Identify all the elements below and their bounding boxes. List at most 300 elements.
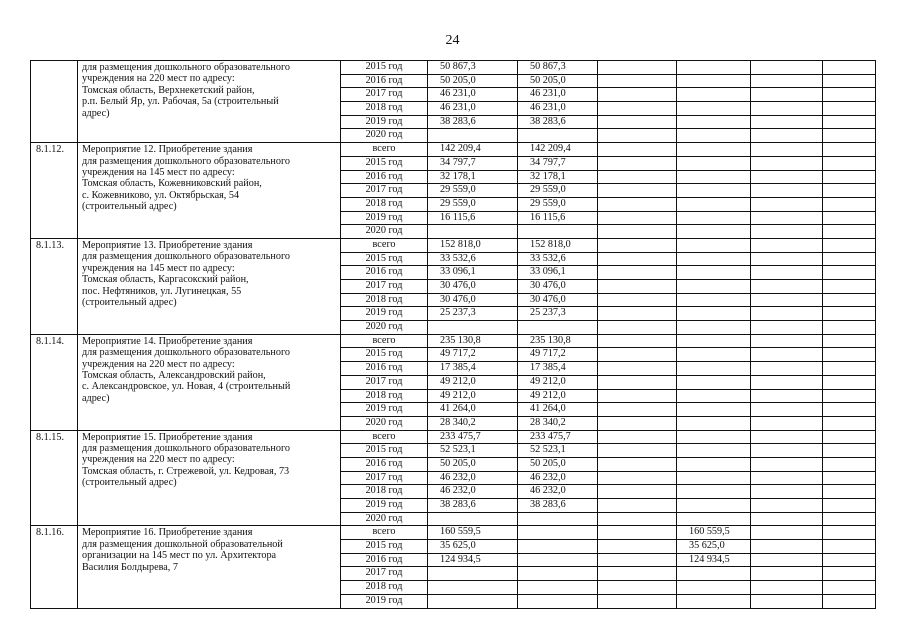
- empty-cell: [823, 197, 876, 211]
- alt-source-amount-cell: 124 934,5: [677, 553, 751, 567]
- empty-cell: [823, 88, 876, 102]
- alt-source-amount-cell: 160 559,5: [677, 526, 751, 540]
- total-amount-cell: 41 264,0: [428, 403, 518, 417]
- total-amount-cell: 152 818,0: [428, 238, 518, 252]
- empty-cell: [598, 457, 677, 471]
- total-amount-cell: [428, 567, 518, 581]
- description-line: Мероприятие 12. Приобретение здания: [82, 144, 253, 156]
- alt-source-amount-cell: [677, 567, 751, 581]
- empty-cell: [751, 102, 823, 116]
- empty-cell: [751, 321, 823, 335]
- description-line: Мероприятие 14. Приобретение здания: [82, 335, 253, 347]
- empty-cell: [598, 102, 677, 116]
- alt-source-amount-cell: [677, 403, 751, 417]
- description-line: (строительный адрес): [82, 201, 177, 213]
- empty-cell: [751, 143, 823, 157]
- total-amount-cell: 50 205,0: [428, 74, 518, 88]
- total-amount-cell: 38 283,6: [428, 499, 518, 513]
- empty-cell: [751, 238, 823, 252]
- empty-cell: [598, 375, 677, 389]
- empty-cell: [598, 581, 677, 595]
- period-cell: 2019 год: [341, 115, 428, 129]
- empty-cell: [751, 567, 823, 581]
- empty-cell: [598, 156, 677, 170]
- description-line: учреждения на 220 мест по адресу:: [82, 73, 235, 85]
- empty-cell: [751, 307, 823, 321]
- table-row: [31, 430, 876, 444]
- period-cell: всего: [341, 430, 428, 444]
- total-amount-cell: 142 209,4: [428, 143, 518, 157]
- source-amount-cell: 25 237,3: [518, 307, 598, 321]
- empty-cell: [751, 416, 823, 430]
- source-amount-cell: 41 264,0: [518, 403, 598, 417]
- empty-cell: [751, 540, 823, 554]
- empty-cell: [823, 471, 876, 485]
- source-amount-cell: 30 476,0: [518, 280, 598, 294]
- empty-cell: [598, 143, 677, 157]
- source-amount-cell: 34 797,7: [518, 156, 598, 170]
- empty-cell: [823, 375, 876, 389]
- empty-cell: [598, 512, 677, 526]
- empty-cell: [598, 88, 677, 102]
- source-amount-cell: [518, 553, 598, 567]
- description-line: Томская область, Каргасокский район,: [82, 274, 249, 286]
- empty-cell: [823, 102, 876, 116]
- alt-source-amount-cell: [677, 184, 751, 198]
- period-cell: 2017 год: [341, 471, 428, 485]
- empty-cell: [823, 485, 876, 499]
- description-line: Мероприятие 16. Приобретение здания: [82, 527, 253, 539]
- period-cell: всего: [341, 238, 428, 252]
- page-number: 24: [445, 33, 460, 48]
- table-row: [31, 143, 876, 157]
- total-amount-cell: 46 231,0: [428, 88, 518, 102]
- source-amount-cell: 17 385,4: [518, 362, 598, 376]
- empty-cell: [823, 280, 876, 294]
- alt-source-amount-cell: [677, 293, 751, 307]
- period-cell: 2015 год: [341, 61, 428, 75]
- total-amount-cell: [428, 129, 518, 143]
- period-cell: всего: [341, 526, 428, 540]
- measure-description: [78, 430, 341, 526]
- empty-cell: [751, 403, 823, 417]
- period-cell: 2015 год: [341, 252, 428, 266]
- total-amount-cell: 233 475,7: [428, 430, 518, 444]
- alt-source-amount-cell: [677, 238, 751, 252]
- empty-cell: [751, 430, 823, 444]
- period-cell: 2015 год: [341, 156, 428, 170]
- alt-source-amount-cell: [677, 362, 751, 376]
- empty-cell: [598, 129, 677, 143]
- empty-cell: [823, 348, 876, 362]
- alt-source-amount-cell: [677, 170, 751, 184]
- total-amount-cell: 29 559,0: [428, 184, 518, 198]
- empty-cell: [823, 266, 876, 280]
- total-amount-cell: 46 232,0: [428, 485, 518, 499]
- alt-source-amount-cell: [677, 389, 751, 403]
- source-amount-cell: 32 178,1: [518, 170, 598, 184]
- budget-table: [30, 60, 876, 609]
- empty-cell: [751, 252, 823, 266]
- empty-cell: [751, 362, 823, 376]
- total-amount-cell: 52 523,1: [428, 444, 518, 458]
- total-amount-cell: 38 283,6: [428, 115, 518, 129]
- source-amount-cell: 38 283,6: [518, 115, 598, 129]
- period-cell: 2017 год: [341, 184, 428, 198]
- period-cell: 2015 год: [341, 348, 428, 362]
- empty-cell: [751, 485, 823, 499]
- empty-cell: [823, 293, 876, 307]
- total-amount-cell: 25 237,3: [428, 307, 518, 321]
- empty-cell: [598, 252, 677, 266]
- empty-cell: [823, 499, 876, 513]
- alt-source-amount-cell: [677, 266, 751, 280]
- period-cell: 2020 год: [341, 416, 428, 430]
- empty-cell: [823, 184, 876, 198]
- description-line: учреждения на 145 мест по адресу:: [82, 166, 235, 178]
- alt-source-amount-cell: [677, 156, 751, 170]
- description-line: адрес): [82, 392, 110, 404]
- total-amount-cell: [428, 512, 518, 526]
- empty-cell: [751, 293, 823, 307]
- period-cell: 2017 год: [341, 375, 428, 389]
- period-cell: всего: [341, 334, 428, 348]
- alt-source-amount-cell: [677, 225, 751, 239]
- period-cell: 2018 год: [341, 197, 428, 211]
- description-line: Василия Болдырева, 7: [82, 561, 178, 573]
- period-cell: 2017 год: [341, 88, 428, 102]
- empty-cell: [823, 252, 876, 266]
- description-line: р.п. Белый Яр, ул. Рабочая, 5а (строительный: [82, 96, 279, 108]
- total-amount-cell: 50 205,0: [428, 457, 518, 471]
- period-cell: 2018 год: [341, 485, 428, 499]
- total-amount-cell: 17 385,4: [428, 362, 518, 376]
- empty-cell: [751, 197, 823, 211]
- empty-cell: [823, 403, 876, 417]
- total-amount-cell: [428, 225, 518, 239]
- source-amount-cell: [518, 540, 598, 554]
- empty-cell: [751, 170, 823, 184]
- source-amount-cell: 33 532,6: [518, 252, 598, 266]
- total-amount-cell: [428, 581, 518, 595]
- alt-source-amount-cell: [677, 334, 751, 348]
- measure-description: [78, 143, 341, 239]
- source-amount-cell: 33 096,1: [518, 266, 598, 280]
- empty-cell: [751, 526, 823, 540]
- empty-cell: [823, 540, 876, 554]
- period-cell: всего: [341, 143, 428, 157]
- period-cell: 2016 год: [341, 170, 428, 184]
- period-cell: 2018 год: [341, 581, 428, 595]
- empty-cell: [598, 430, 677, 444]
- period-cell: 2019 год: [341, 594, 428, 608]
- total-amount-cell: 49 717,2: [428, 348, 518, 362]
- source-amount-cell: 38 283,6: [518, 499, 598, 513]
- empty-cell: [751, 389, 823, 403]
- alt-source-amount-cell: [677, 348, 751, 362]
- source-amount-cell: 46 231,0: [518, 88, 598, 102]
- empty-cell: [598, 553, 677, 567]
- total-amount-cell: 28 340,2: [428, 416, 518, 430]
- source-amount-cell: [518, 512, 598, 526]
- source-amount-cell: 49 717,2: [518, 348, 598, 362]
- description-line: Мероприятие 13. Приобретение здания: [82, 239, 253, 251]
- empty-cell: [751, 594, 823, 608]
- empty-cell: [823, 307, 876, 321]
- alt-source-amount-cell: [677, 143, 751, 157]
- source-amount-cell: 235 130,8: [518, 334, 598, 348]
- source-amount-cell: 50 205,0: [518, 457, 598, 471]
- alt-source-amount-cell: [677, 129, 751, 143]
- source-amount-cell: 152 818,0: [518, 238, 598, 252]
- empty-cell: [751, 211, 823, 225]
- table-row: [31, 238, 876, 252]
- alt-source-amount-cell: [677, 102, 751, 116]
- description-line: для размещения дошкольного образовательного: [82, 251, 290, 263]
- source-amount-cell: 29 559,0: [518, 184, 598, 198]
- empty-cell: [823, 74, 876, 88]
- period-cell: 2020 год: [341, 512, 428, 526]
- empty-cell: [751, 457, 823, 471]
- empty-cell: [598, 526, 677, 540]
- measure-code: 8.1.12.: [31, 143, 78, 239]
- source-amount-cell: 29 559,0: [518, 197, 598, 211]
- total-amount-cell: 46 232,0: [428, 471, 518, 485]
- alt-source-amount-cell: [677, 307, 751, 321]
- alt-source-amount-cell: [677, 457, 751, 471]
- empty-cell: [823, 238, 876, 252]
- source-amount-cell: 46 232,0: [518, 485, 598, 499]
- description-line: пос. Нефтяников, ул. Лугинецкая, 55: [82, 285, 242, 297]
- table-row: [31, 526, 876, 540]
- total-amount-cell: 46 231,0: [428, 102, 518, 116]
- description-line: с. Кожевниково, ул. Октябрьская, 54: [82, 189, 240, 201]
- empty-cell: [751, 88, 823, 102]
- alt-source-amount-cell: [677, 61, 751, 75]
- period-cell: 2015 год: [341, 540, 428, 554]
- measure-description: [78, 61, 341, 143]
- source-amount-cell: 30 476,0: [518, 293, 598, 307]
- empty-cell: [823, 362, 876, 376]
- total-amount-cell: [428, 321, 518, 335]
- source-amount-cell: 52 523,1: [518, 444, 598, 458]
- measure-code: [31, 61, 78, 143]
- period-cell: 2016 год: [341, 362, 428, 376]
- description-line: для размещения дошкольного образовательного: [82, 155, 290, 167]
- empty-cell: [751, 499, 823, 513]
- source-amount-cell: 142 209,4: [518, 143, 598, 157]
- empty-cell: [598, 594, 677, 608]
- period-cell: 2016 год: [341, 266, 428, 280]
- total-amount-cell: 30 476,0: [428, 280, 518, 294]
- period-cell: 2018 год: [341, 293, 428, 307]
- source-amount-cell: 16 115,6: [518, 211, 598, 225]
- total-amount-cell: 32 178,1: [428, 170, 518, 184]
- empty-cell: [823, 553, 876, 567]
- empty-cell: [823, 115, 876, 129]
- empty-cell: [598, 238, 677, 252]
- empty-cell: [823, 457, 876, 471]
- total-amount-cell: 16 115,6: [428, 211, 518, 225]
- source-amount-cell: 46 231,0: [518, 102, 598, 116]
- total-amount-cell: 49 212,0: [428, 389, 518, 403]
- empty-cell: [598, 184, 677, 198]
- empty-cell: [823, 321, 876, 335]
- empty-cell: [823, 444, 876, 458]
- period-cell: 2019 год: [341, 499, 428, 513]
- empty-cell: [823, 143, 876, 157]
- measure-description: [78, 526, 341, 608]
- source-amount-cell: 50 867,3: [518, 61, 598, 75]
- alt-source-amount-cell: [677, 430, 751, 444]
- source-amount-cell: 50 205,0: [518, 74, 598, 88]
- total-amount-cell: 33 096,1: [428, 266, 518, 280]
- empty-cell: [823, 129, 876, 143]
- alt-source-amount-cell: [677, 485, 751, 499]
- alt-source-amount-cell: [677, 74, 751, 88]
- description-line: (строительный адрес): [82, 297, 177, 309]
- alt-source-amount-cell: [677, 252, 751, 266]
- description-line: Томская область, Верхнекетский район,: [82, 84, 255, 96]
- alt-source-amount-cell: [677, 115, 751, 129]
- empty-cell: [751, 348, 823, 362]
- alt-source-amount-cell: [677, 594, 751, 608]
- source-amount-cell: 49 212,0: [518, 389, 598, 403]
- total-amount-cell: 29 559,0: [428, 197, 518, 211]
- empty-cell: [823, 430, 876, 444]
- empty-cell: [823, 526, 876, 540]
- empty-cell: [751, 266, 823, 280]
- description-line: учреждения на 220 мест по адресу:: [82, 454, 235, 466]
- empty-cell: [751, 115, 823, 129]
- empty-cell: [598, 280, 677, 294]
- empty-cell: [823, 389, 876, 403]
- source-amount-cell: 49 212,0: [518, 375, 598, 389]
- empty-cell: [751, 334, 823, 348]
- empty-cell: [598, 170, 677, 184]
- source-amount-cell: [518, 581, 598, 595]
- source-amount-cell: 233 475,7: [518, 430, 598, 444]
- total-amount-cell: 160 559,5: [428, 526, 518, 540]
- period-cell: 2015 год: [341, 444, 428, 458]
- alt-source-amount-cell: [677, 211, 751, 225]
- empty-cell: [751, 74, 823, 88]
- table-body: [31, 61, 876, 609]
- empty-cell: [751, 512, 823, 526]
- alt-source-amount-cell: [677, 197, 751, 211]
- description-line: с. Александровское, ул. Новая, 4 (строительный: [82, 381, 291, 393]
- empty-cell: [598, 74, 677, 88]
- measure-code: 8.1.16.: [31, 526, 78, 608]
- period-cell: 2020 год: [341, 321, 428, 335]
- alt-source-amount-cell: [677, 280, 751, 294]
- source-amount-cell: [518, 567, 598, 581]
- description-line: для размещения дошкольной образовательной: [82, 538, 283, 550]
- empty-cell: [823, 170, 876, 184]
- empty-cell: [598, 115, 677, 129]
- measure-description: [78, 238, 341, 334]
- empty-cell: [598, 334, 677, 348]
- empty-cell: [751, 375, 823, 389]
- empty-cell: [751, 581, 823, 595]
- alt-source-amount-cell: [677, 88, 751, 102]
- description-line: учреждения на 145 мест по адресу:: [82, 262, 235, 274]
- description-line: Томская область, г. Стрежевой, ул. Кедровая, 73: [82, 465, 290, 477]
- empty-cell: [598, 293, 677, 307]
- description-line: учреждения на 220 мест по адресу:: [82, 358, 235, 370]
- source-amount-cell: [518, 526, 598, 540]
- description-line: Томская область, Кожевниковский район,: [82, 178, 262, 190]
- empty-cell: [598, 321, 677, 335]
- total-amount-cell: [428, 594, 518, 608]
- period-cell: 2018 год: [341, 389, 428, 403]
- empty-cell: [598, 540, 677, 554]
- empty-cell: [823, 581, 876, 595]
- period-cell: 2016 год: [341, 553, 428, 567]
- table-row: [31, 61, 876, 75]
- empty-cell: [598, 485, 677, 499]
- description-line: для размещения дошкольного образовательного: [82, 347, 290, 359]
- empty-cell: [823, 594, 876, 608]
- description-line: организации на 145 мест по ул. Архитектора: [82, 550, 277, 562]
- empty-cell: [598, 471, 677, 485]
- description-line: Томская область, Александровский район,: [82, 370, 266, 382]
- alt-source-amount-cell: [677, 321, 751, 335]
- empty-cell: [598, 403, 677, 417]
- empty-cell: [598, 307, 677, 321]
- empty-cell: [598, 444, 677, 458]
- empty-cell: [751, 184, 823, 198]
- period-cell: 2019 год: [341, 403, 428, 417]
- measure-description: [78, 334, 341, 430]
- empty-cell: [751, 61, 823, 75]
- empty-cell: [823, 512, 876, 526]
- measure-code: 8.1.15.: [31, 430, 78, 526]
- period-cell: 2020 год: [341, 129, 428, 143]
- empty-cell: [751, 129, 823, 143]
- source-amount-cell: [518, 594, 598, 608]
- total-amount-cell: 34 797,7: [428, 156, 518, 170]
- source-amount-cell: [518, 129, 598, 143]
- period-cell: 2017 год: [341, 567, 428, 581]
- period-cell: 2020 год: [341, 225, 428, 239]
- alt-source-amount-cell: 35 625,0: [677, 540, 751, 554]
- alt-source-amount-cell: [677, 416, 751, 430]
- empty-cell: [598, 348, 677, 362]
- alt-source-amount-cell: [677, 581, 751, 595]
- empty-cell: [598, 416, 677, 430]
- description-line: для размещения дошкольного образовательного: [82, 442, 290, 454]
- empty-cell: [823, 211, 876, 225]
- total-amount-cell: 30 476,0: [428, 293, 518, 307]
- empty-cell: [751, 553, 823, 567]
- description-line: (строительный адрес): [82, 477, 177, 489]
- period-cell: 2016 год: [341, 457, 428, 471]
- empty-cell: [598, 197, 677, 211]
- source-amount-cell: 46 232,0: [518, 471, 598, 485]
- measure-code: 8.1.13.: [31, 238, 78, 334]
- empty-cell: [751, 471, 823, 485]
- total-amount-cell: 50 867,3: [428, 61, 518, 75]
- empty-cell: [598, 211, 677, 225]
- empty-cell: [598, 499, 677, 513]
- empty-cell: [598, 567, 677, 581]
- empty-cell: [823, 156, 876, 170]
- source-amount-cell: [518, 225, 598, 239]
- empty-cell: [598, 266, 677, 280]
- total-amount-cell: 33 532,6: [428, 252, 518, 266]
- empty-cell: [823, 416, 876, 430]
